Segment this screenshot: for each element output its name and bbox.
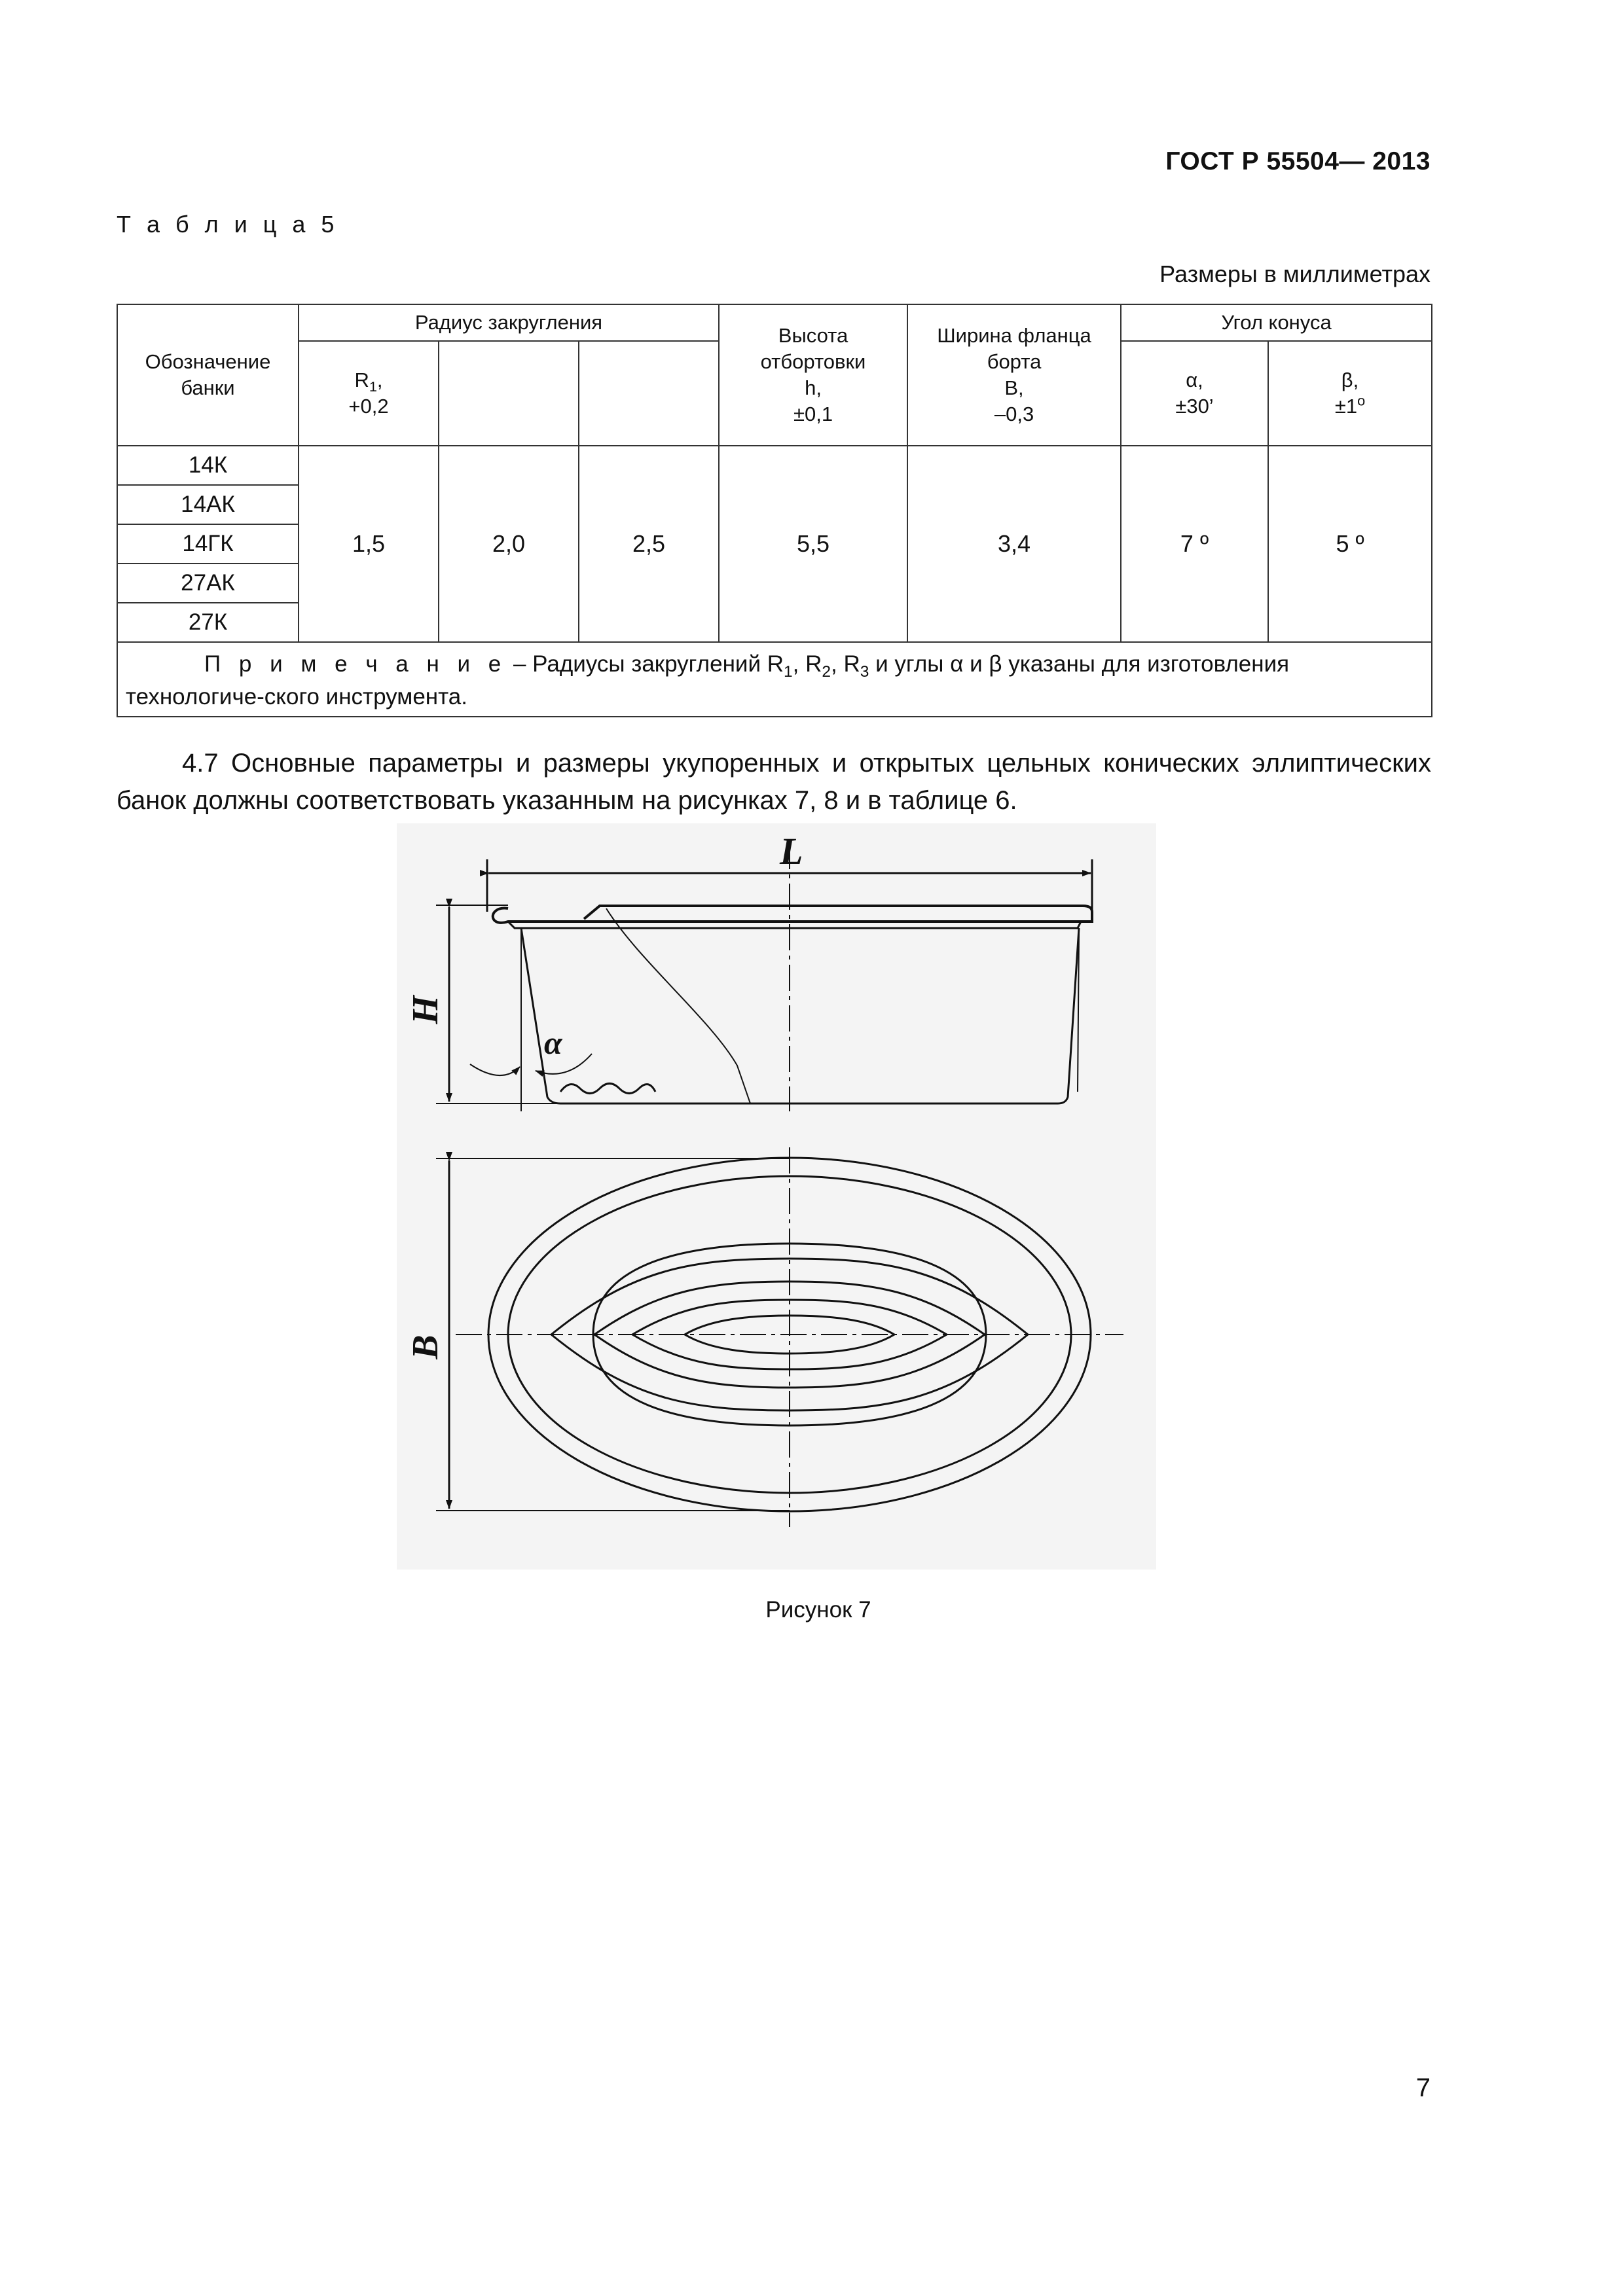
figure-7-drawing xyxy=(397,823,1156,1570)
header-flange-width: Ширина фланца борта B, –0,3 xyxy=(907,304,1121,446)
value-beta: 5 º xyxy=(1268,446,1432,642)
header-r2 xyxy=(439,341,579,446)
header-flange-height: Высота отбортовки h, ±0,1 xyxy=(719,304,907,446)
header-radius: Радиус закругления xyxy=(299,304,719,341)
header-beta: β, $\pm 1^о$ xyxy=(1268,341,1432,446)
value-r2: 2,0 xyxy=(439,446,579,642)
document-code: ГОСТ Р 55504— 2013 xyxy=(1165,147,1431,175)
table-note: П р и м е ч а н и е – Радиусы закруглений $R_1$, $R_2$, $R_3$ и углы α и β указаны для изготовления технологиче-ского инструмента. xyxy=(117,642,1432,717)
header-designation: Обозначение банки xyxy=(117,304,299,446)
value-r3: 2,5 xyxy=(579,446,719,642)
table-row-name: 14ГК xyxy=(117,524,299,564)
value-alpha: 7 º xyxy=(1121,446,1268,642)
table-row-name: 14АК xyxy=(117,485,299,524)
label-H: H xyxy=(405,996,446,1024)
header-r3 xyxy=(579,341,719,446)
header-r1: $R_1$, +0,2 xyxy=(299,341,439,446)
table-row-name: 27К xyxy=(117,603,299,642)
header-alpha: α, ±30’ xyxy=(1121,341,1268,446)
value-r1: 1,5 xyxy=(299,446,439,642)
label-B: B xyxy=(405,1335,446,1359)
value-h: 5,5 xyxy=(719,446,907,642)
header-cone-angle: Угол конуса xyxy=(1121,304,1432,341)
table-5 xyxy=(117,304,1432,717)
figure-caption: Рисунок 7 xyxy=(765,1597,871,1623)
label-L: L xyxy=(780,830,803,872)
label-alpha: α xyxy=(544,1024,562,1061)
page-number: 7 xyxy=(1415,2073,1431,2102)
table-row-name: 14К xyxy=(117,446,299,485)
paragraph-4-7: 4.7 Основные параметры и размеры укупоренных и открытых цельных конических эллиптических банок должны соответствовать указанным на рисунках 7, 8 и в таблице 6. xyxy=(117,749,1431,815)
table-title: Т а б л и ц а 5 xyxy=(117,211,339,238)
table-row-name: 27АК xyxy=(117,564,299,603)
value-b: 3,4 xyxy=(907,446,1121,642)
table-units: Размеры в миллиметрах xyxy=(1159,260,1431,287)
